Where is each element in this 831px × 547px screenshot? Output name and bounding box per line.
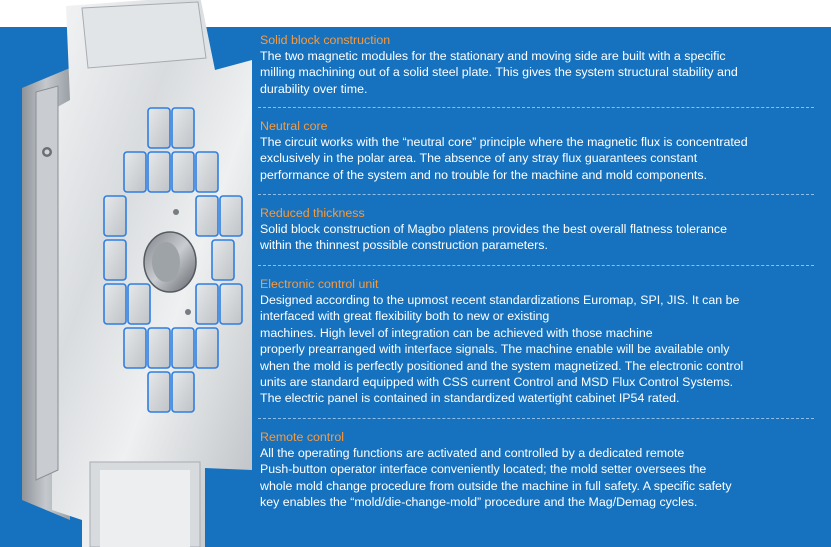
body-line: properly prearranged with interface signals. The machine enable will be available only: [260, 342, 730, 357]
magnetic-platen-image: [0, 0, 260, 547]
body-line: durability over time.: [260, 81, 368, 96]
section-title: Solid block construction: [260, 33, 391, 47]
body-line: exclusively in the polar area. The absence of any stray flux guarantees constant: [260, 151, 698, 166]
section-title: Electronic control unit: [260, 277, 379, 291]
dashed-divider: [258, 194, 814, 195]
section-remote-control: [260, 430, 820, 511]
section-body: [260, 445, 820, 511]
section-body: [260, 221, 820, 254]
dashed-divider: [258, 107, 814, 108]
section-neutral-core: [260, 119, 820, 183]
body-line: units are standard equipped with CSS current Control and MSD Flux Control Systems.: [260, 375, 734, 390]
section-electronic-control-unit: [260, 277, 820, 407]
body-line: milling machining out of a solid steel plate. This gives the system structural stability and: [260, 65, 738, 80]
body-line: Designed according to the upmost recent standardizations Euromap, SPI, JIS. It can be: [260, 293, 740, 307]
body-line: machines. High level of integration can be achieved with those machine: [260, 325, 653, 340]
body-line: interfaced with great flexibility both to new or existing: [260, 309, 550, 324]
section-title: Reduced thickness: [260, 206, 365, 220]
features-panel: [252, 29, 820, 521]
body-line: Solid block construction of Magbo platens provides the best overall flatness tolerance: [260, 222, 727, 236]
body-line: key enables the “mold/die-change-mold” procedure and the Mag/Demag cycles.: [260, 495, 698, 510]
section-solid-block-construction: [260, 33, 820, 97]
body-line: The circuit works with the “neutral core” principle where the magnetic flux is concentrated: [260, 135, 748, 149]
body-line: The electric panel is contained in standardized watertight cabinet IP54 rated.: [260, 391, 680, 406]
body-line: All the operating functions are activated and controlled by a dedicated remote: [260, 446, 685, 460]
dashed-divider: [258, 418, 814, 419]
body-line: within the thinnest possible construction parameters.: [260, 238, 548, 253]
section-body: [260, 134, 820, 183]
section-body: [260, 292, 820, 407]
body-line: Push-button operator interface conveniently located; the mold setter oversees the: [260, 462, 707, 477]
section-title: Neutral core: [260, 119, 328, 133]
section-title: Remote control: [260, 430, 345, 444]
dashed-divider: [258, 265, 814, 266]
body-line: performance of the system and no trouble for the machine and mold components.: [260, 167, 708, 182]
section-reduced-thickness: [260, 206, 820, 254]
body-line: The two magnetic modules for the stationary and moving side are built with a specific: [260, 49, 726, 63]
body-line: whole mold change procedure from outside the machine in full safety. A specific safety: [260, 478, 732, 493]
body-line: when the mold is perfectly positioned and the system magnetized. The electronic control: [260, 358, 744, 373]
section-body: [260, 48, 820, 97]
